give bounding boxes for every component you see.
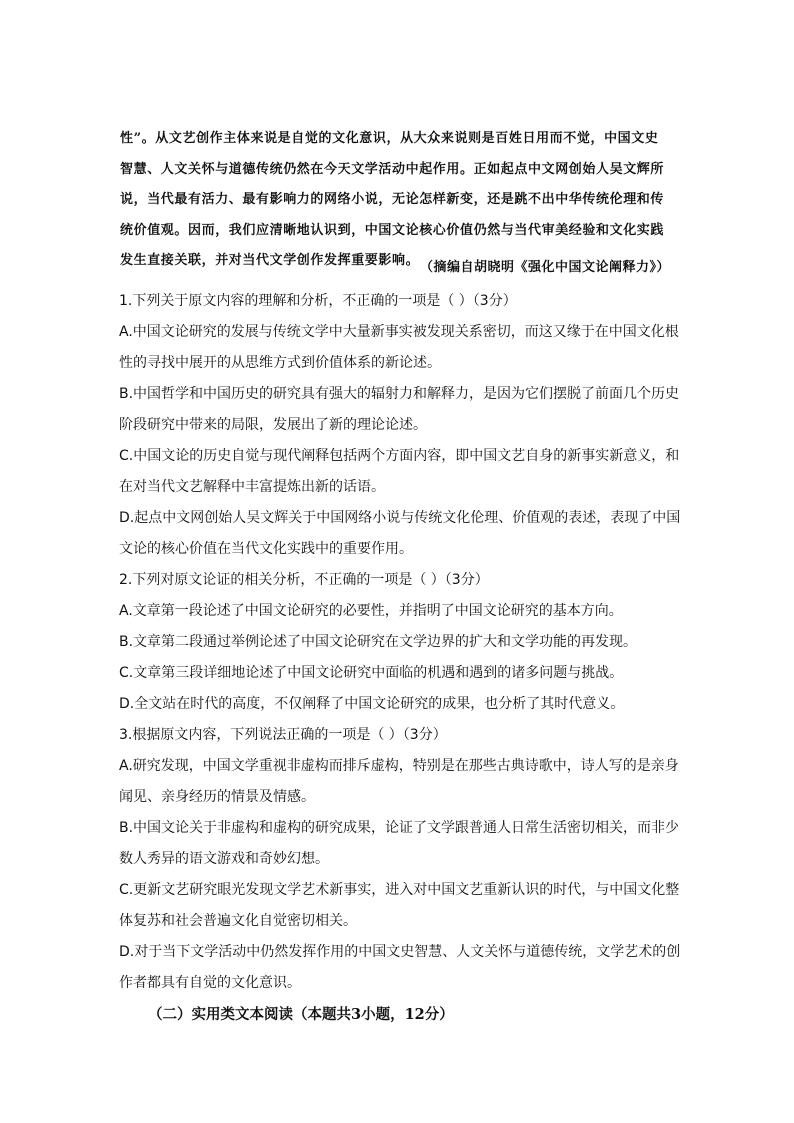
question-2-stem: 2.下列对原文论证的相关分析，不正确的一项是（ ）（3分） — [119, 572, 489, 588]
passage-line: 性”。从文艺创作主体来说是自觉的文化意识，从大众来说则是百姓日用而不觉，中国文史 — [120, 131, 659, 146]
question-1-option-c-cont: 在对当代文艺解释中丰富提炼出新的话语。 — [119, 479, 385, 495]
question-1-stem: 1.下列关于原文内容的理解和分析，不正确的一项是（ ）（3分） — [119, 293, 517, 309]
question-1-option-c: C.中国文论的历史自觉与现代阐释包括两个方面内容，即中国文艺自身的新事实新意义，和 — [119, 448, 680, 464]
question-3-option-c: C.更新文艺研究眼光发现文学艺术新事实，进入对中国文艺重新认识的时代，与中国文化整 — [119, 882, 680, 898]
passage-line: 说，当代最有活力、最有影响力的网络小说，无论怎样新变，还是跳不出中华传统伦理和传 — [120, 192, 665, 207]
question-3-option-d-cont: 作者都具有自觉的文化意识。 — [119, 975, 301, 991]
question-3-option-b: B.中国文论关于非虚构和虚构的研究成果，论证了文学跟普通人日常生活密切相关，而非少 — [119, 820, 680, 836]
question-3-stem: 3.根据原文内容，下列说法正确的一项是（ ）（3分） — [119, 727, 447, 743]
question-1-option-d: D.起点中文网创始人吴文辉关于中国网络小说与传统文化伦理、价值观的表述，表现了中国 — [119, 510, 681, 526]
section-heading: （二）实用类文本阅读（本题共3小题，12分） — [148, 1006, 454, 1023]
question-3-option-a: A.研究发现，中国文学重视非虚构而排斥虚构，特别是在那些古典诗歌中，诗人写的是亲身 — [119, 758, 679, 774]
question-1-option-a-cont: 性的寻找中展开的从思维方式到价值体系的新论述。 — [119, 355, 441, 371]
question-list — [119, 286, 679, 999]
question-1-option-b-cont: 阶段研究中带来的局限，发展出了新的理论论述。 — [119, 417, 427, 433]
passage-line: 发生直接关联，并对当代文学创作发挥重要影响。 — [120, 253, 420, 268]
question-3-option-d: D.对于当下文学活动中仍然发挥作用的中国文史智慧、人文关怀与道德传统，文学艺术的创 — [119, 944, 681, 960]
question-3-option-c-cont: 体复苏和社会普遍文化自觉密切相关。 — [119, 913, 357, 929]
passage-line: 智慧、人文关怀与道德传统仍然在今天文学活动中起作用。正如起点中文网创始人吴文辉所 — [120, 161, 665, 177]
question-2-option-b: B.文章第二段通过举例论述了中国文论研究在文学边界的扩大和文学功能的再发现。 — [119, 634, 638, 650]
passage-paragraph — [120, 124, 676, 277]
question-1-option-a: A.中国文论研究的发展与传统文学中大量新事实被发现关系密切，而这又缘于在中国文化根 — [119, 324, 679, 340]
question-2-option-a: A.文章第一段论述了中国文论研究的必要性，并指明了中国文论研究的基本方向。 — [119, 603, 623, 619]
passage-source-citation: （摘编自胡晓明《强化中国文论阐释力》） — [419, 260, 670, 275]
question-3-option-a-cont: 闻见、亲身经历的情景及情感。 — [119, 789, 315, 805]
question-1-option-d-cont: 文论的核心价值在当代文化实践中的重要作用。 — [119, 541, 413, 557]
passage-line: 统价值观。因而，我们应清晰地认识到，中国文论核心价值仍然与当代审美经验和文化实践 — [120, 222, 665, 238]
question-2-option-d: D.全文站在时代的高度，不仅阐释了中国文论研究的成果，也分析了其时代意义。 — [119, 696, 625, 712]
question-3-option-b-cont: 数人秀异的语文游戏和奇妙幻想。 — [119, 851, 329, 867]
question-1-option-b: B.中国哲学和中国历史的研究具有强大的辐射力和解释力，是因为它们摆脱了前面几个历史 — [119, 386, 680, 402]
question-2-option-c: C.文章第三段详细地论述了中国文论研究中面临的机遇和遇到的诸多问题与挑战。 — [119, 665, 624, 681]
